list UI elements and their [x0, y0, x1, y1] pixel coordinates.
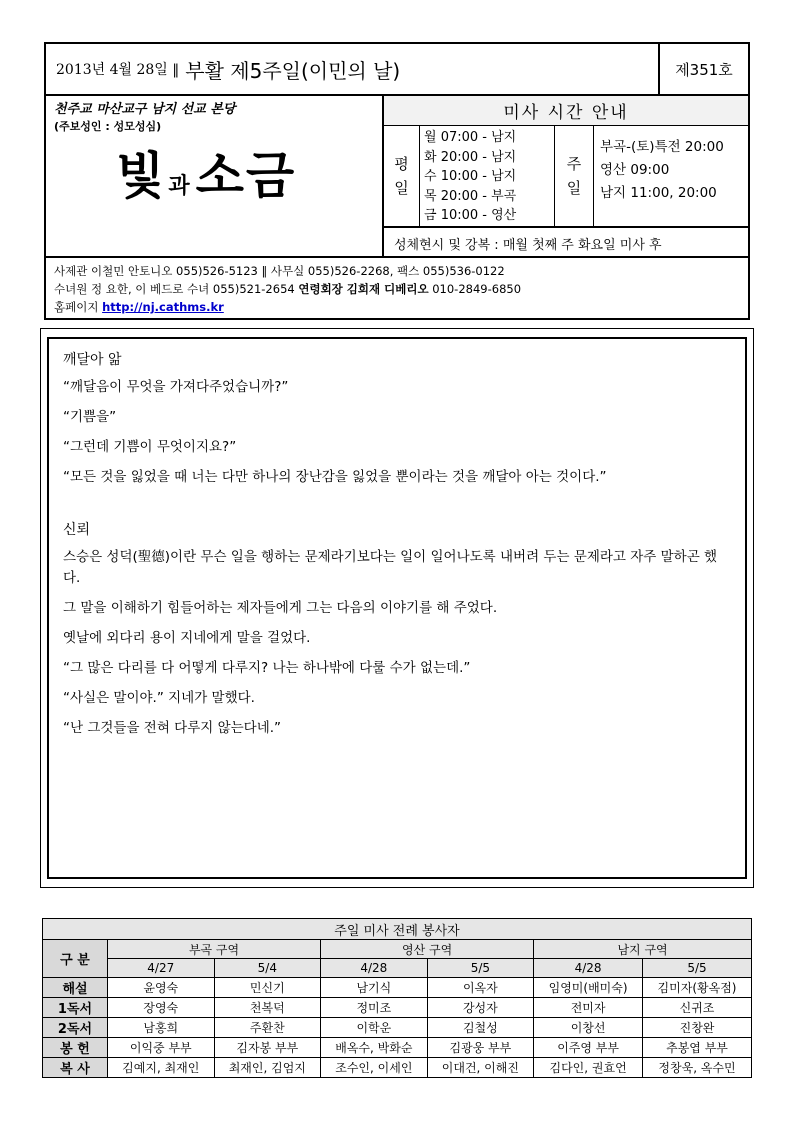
table-row — [43, 978, 752, 998]
weekday-label-char: 일 — [394, 179, 409, 197]
title-bar — [46, 44, 748, 96]
table-cell: 배옥수, 박화순 — [321, 1038, 428, 1058]
table-cell: 김광웅 부부 — [427, 1038, 534, 1058]
date-header: 4/27 — [108, 959, 215, 978]
date-header: 4/28 — [534, 959, 643, 978]
paragraph: “그런데 기쁨이 무엇이지요?” — [63, 439, 237, 455]
liturgy-servers-table — [42, 918, 752, 1078]
table-cell: 이익중 부부 — [108, 1038, 215, 1058]
patron-saint: (주보성인 : 성모성심) — [54, 120, 162, 133]
bulletin-header — [44, 42, 750, 320]
homepage-link[interactable]: http://nj.cathms.kr — [102, 300, 224, 314]
paragraph: “기쁨을” — [63, 409, 117, 425]
table-cell: 김철성 — [427, 1018, 534, 1038]
issue-number: 제351호 — [658, 44, 748, 94]
logo-word-light: 빛 — [116, 147, 163, 205]
table-cell: 정창욱, 옥수민 — [643, 1058, 752, 1078]
sunday-time: 부곡-(토)특전 20:00 — [600, 139, 724, 155]
sunday-label-char: 일 — [566, 179, 582, 197]
date-header: 4/28 — [321, 959, 428, 978]
table-cell: 이주영 부부 — [534, 1038, 643, 1058]
paragraph: 옛날에 외다리 용이 지네에게 말을 걸었다. — [63, 630, 311, 646]
funeral-society-phone: 010-2849-6850 — [432, 282, 522, 296]
table-cell: 남기식 — [321, 978, 428, 998]
weekday-times — [424, 127, 550, 226]
bulletin-title: 부활 제5주일(이민의 날) — [185, 58, 401, 83]
table-cell: 김다인, 권효언 — [534, 1058, 643, 1078]
paragraph: “사실은 말이야.” 지네가 말했다. — [63, 690, 255, 706]
date-header: 5/4 — [214, 959, 321, 978]
homepage-line — [54, 298, 748, 316]
paragraph: “그 많은 다리를 다 어떻게 다루지? 나는 하나밖에 다룰 수가 없는데.” — [63, 660, 471, 676]
row-label: 2독서 — [43, 1018, 108, 1038]
paragraph: “난 그것들을 전혀 다루지 않는다네.” — [63, 720, 282, 736]
table-cell: 이옥자 — [427, 978, 534, 998]
table-cell: 남홍희 — [108, 1018, 215, 1038]
table-cell: 조수인, 이세인 — [321, 1058, 428, 1078]
convent-contact: 수녀원 정 요한, 이 베드로 수녀 055)521-2654 — [54, 282, 295, 296]
homepage-label: 홈페이지 — [54, 300, 99, 314]
weekday-time: 수 10:00 - 남지 — [424, 169, 517, 184]
reflection-title-trust: 신뢰 — [63, 522, 91, 538]
weekday-label — [384, 126, 420, 226]
table-cell: 주환찬 — [214, 1018, 321, 1038]
contact-line-1: 사제관 이철민 안토니오 055)526-5123 ‖ 사무실 055)526-2268, 팩스 055)536-0122 — [54, 264, 505, 278]
paragraph: “모든 것을 잃었을 때 너는 다만 하나의 장난감을 잃었을 뿐이라는 것을 깨달아 아는 것이다.” — [63, 469, 607, 485]
sunday-time: 영산 09:00 — [600, 162, 670, 178]
table-cell: 정미조 — [321, 998, 428, 1018]
table-cell: 김미자(황옥점) — [643, 978, 752, 998]
paragraph: “깨달음이 무엇을 가져다주었습니까?” — [63, 379, 289, 395]
weekday-time: 월 07:00 - 남지 — [424, 130, 517, 145]
table-caption: 주일 미사 전례 봉사자 — [43, 919, 752, 940]
row-label: 해설 — [43, 978, 108, 998]
table-cell: 김자봉 부부 — [214, 1038, 321, 1058]
weekday-time: 목 20:00 - 부곡 — [424, 188, 517, 204]
weekday-time: 금 10:00 - 영산 — [424, 208, 517, 223]
area-header: 부곡 구역 — [108, 940, 321, 959]
area-header: 남지 구역 — [534, 940, 752, 959]
church-name: 천주교 마산교구 남지 선교 본당 — [54, 102, 236, 117]
table-cell: 장영숙 — [108, 998, 215, 1018]
mass-times-heading: 미사 시간 안내 — [384, 96, 748, 126]
table-row — [43, 1038, 752, 1058]
contact-info — [46, 256, 748, 318]
adoration-notice: 성체현시 및 강복 : 매월 첫째 주 화요일 미사 후 — [384, 226, 748, 258]
bulletin-date: 2013년 4월 28일 ‖ — [56, 62, 180, 78]
table-cell: 진창완 — [643, 1018, 752, 1038]
row-label: 1독서 — [43, 998, 108, 1018]
sunday-label — [554, 126, 594, 226]
table-cell: 신귀조 — [643, 998, 752, 1018]
sunday-times — [600, 136, 748, 205]
area-header: 영산 구역 — [321, 940, 534, 959]
table-cell: 이대건, 이해진 — [427, 1058, 534, 1078]
parish-block — [46, 96, 384, 256]
contact-line-2 — [54, 280, 748, 298]
table-cell: 천복덕 — [214, 998, 321, 1018]
table-cell: 전미자 — [534, 998, 643, 1018]
sunday-label-char: 주 — [566, 155, 582, 173]
paragraph: 그 말을 이해하기 힘들어하는 제자들에게 그는 다음의 이야기를 해 주었다. — [63, 600, 498, 616]
table-cell: 이학운 — [321, 1018, 428, 1038]
weekday-label-char: 평 — [394, 155, 409, 173]
table-cell: 민신기 — [214, 978, 321, 998]
table-row — [43, 1018, 752, 1038]
reflection-title-awakening: 깨달아 앎 — [63, 352, 122, 368]
table-cell: 최재인, 김엄지 — [214, 1058, 321, 1078]
table-cell: 이창선 — [534, 1018, 643, 1038]
date-cell — [46, 44, 658, 94]
date-header: 5/5 — [643, 959, 752, 978]
reflection-frame — [40, 328, 754, 888]
logo-word-salt: 소금 — [195, 147, 297, 205]
bulletin-logo — [116, 136, 316, 216]
table-cell: 추봉엽 부부 — [643, 1038, 752, 1058]
row-label: 복 사 — [43, 1058, 108, 1078]
table-cell: 강성자 — [427, 998, 534, 1018]
row-label: 봉 헌 — [43, 1038, 108, 1058]
reflection-box — [47, 337, 747, 879]
funeral-society-head: 연령회장 김희재 디베리오 — [298, 282, 429, 296]
table-row — [43, 998, 752, 1018]
paragraph: 스승은 성덕(聖德)이란 무슨 일을 행하는 문제라기보다는 일이 일어나도록 내버려 두는 문제라고 자주 말하곤 했다. — [63, 549, 718, 586]
table-cell: 임영미(배미숙) — [534, 978, 643, 998]
table-cell: 윤영숙 — [108, 978, 215, 998]
logo-word-and: 과 — [168, 174, 190, 199]
table-row — [43, 1058, 752, 1078]
sunday-time: 남지 11:00, 20:00 — [600, 185, 717, 201]
date-header: 5/5 — [427, 959, 534, 978]
table-corner: 구 분 — [43, 940, 108, 978]
weekday-time: 화 20:00 - 남지 — [424, 149, 517, 165]
mass-times — [384, 96, 748, 226]
table-cell: 김예지, 최재인 — [108, 1058, 215, 1078]
